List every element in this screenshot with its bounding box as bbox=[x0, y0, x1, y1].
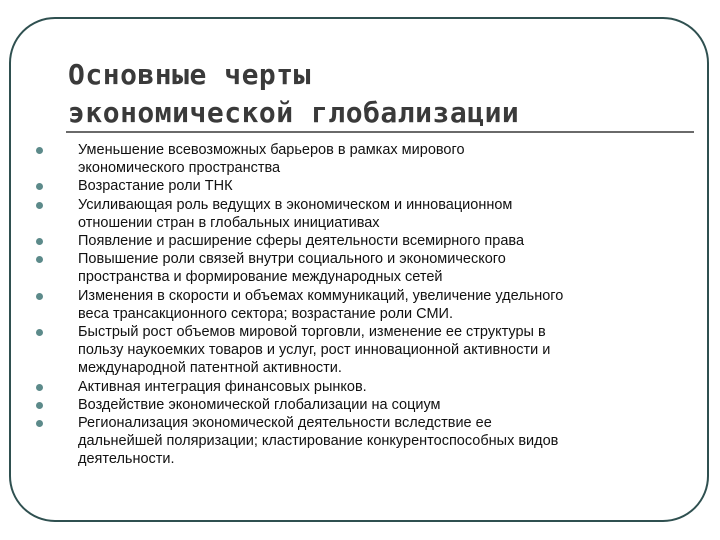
bullet-dot-icon bbox=[36, 402, 43, 409]
bullet-dot-icon bbox=[36, 384, 43, 391]
list-item-line: Регионализация экономической деятельности вследствие ее bbox=[78, 415, 492, 432]
list-item-line: международной патентной активности. bbox=[78, 360, 342, 377]
title-divider bbox=[66, 131, 694, 133]
list-item-line: экономического пространства bbox=[78, 160, 281, 177]
list-item-text bbox=[78, 414, 686, 469]
bullet-dot-icon bbox=[36, 256, 43, 263]
title-line: Основные черты bbox=[68, 58, 312, 91]
list-item bbox=[36, 141, 686, 177]
list-item bbox=[36, 196, 686, 232]
list-item-text bbox=[78, 250, 686, 286]
bullet-dot-icon bbox=[36, 293, 43, 300]
list-item bbox=[36, 177, 686, 195]
list-item-line: пользу наукоемких товаров и услуг, рост инновационной активности и bbox=[78, 342, 551, 359]
list-item bbox=[36, 414, 686, 469]
title-line: экономической глобализации bbox=[68, 96, 520, 129]
bullet-dot-icon bbox=[36, 202, 43, 209]
list-item-line: Появление и расширение сферы деятельности всемирного права bbox=[78, 233, 525, 250]
list-item-line: Воздействие экономической глобализации на социум bbox=[78, 396, 441, 413]
bullet-dot-icon bbox=[36, 238, 43, 245]
list-item-text bbox=[78, 287, 686, 323]
list-item-line: Уменьшение всевозможных барьеров в рамках мирового bbox=[78, 142, 465, 158]
bullet-dot-icon bbox=[36, 147, 43, 154]
list-item-line: Усиливающая роль ведущих в экономическом и инновационном bbox=[78, 196, 513, 213]
list-item-line: Изменения в скорости и объемах коммуникаций, увеличение удельного bbox=[78, 287, 564, 304]
list-item bbox=[36, 232, 686, 250]
bullet-dot-icon bbox=[36, 183, 43, 190]
list-item-line: Повышение роли связей внутри социального и экономического bbox=[78, 251, 506, 268]
list-item-text bbox=[78, 323, 686, 378]
list-item-text bbox=[78, 378, 686, 396]
list-item bbox=[36, 378, 686, 396]
list-item-text bbox=[78, 232, 686, 250]
list-item-line: Быстрый рост объемов мировой торговли, изменение ее структуры в bbox=[78, 324, 546, 341]
list-item bbox=[36, 396, 686, 414]
list-item-line: Возрастание роли ТНК bbox=[78, 178, 233, 195]
list-item bbox=[36, 250, 686, 286]
bullet-dot-icon bbox=[36, 329, 43, 336]
list-item-line: отношении стран в глобальных инициативах bbox=[78, 214, 380, 231]
list-item bbox=[36, 287, 686, 323]
slide-title bbox=[68, 56, 688, 132]
list-item-text bbox=[78, 196, 686, 232]
bullet-dot-icon bbox=[36, 420, 43, 427]
bullet-list bbox=[36, 141, 686, 469]
list-item-line: дальнейшей поляризации; кластирование конкурентоспособных видов bbox=[78, 433, 559, 450]
list-item-line: пространства и формирование международных сетей bbox=[78, 269, 443, 286]
list-item-text bbox=[78, 396, 686, 414]
list-item-line: веса трансакционного сектора; возрастание роли СМИ. bbox=[78, 305, 453, 322]
list-item-text bbox=[78, 177, 686, 195]
list-item-text bbox=[78, 141, 686, 177]
list-item-line: деятельности. bbox=[78, 451, 175, 468]
list-item-line: Активная интеграция финансовых рынков. bbox=[78, 378, 367, 395]
list-item bbox=[36, 323, 686, 378]
